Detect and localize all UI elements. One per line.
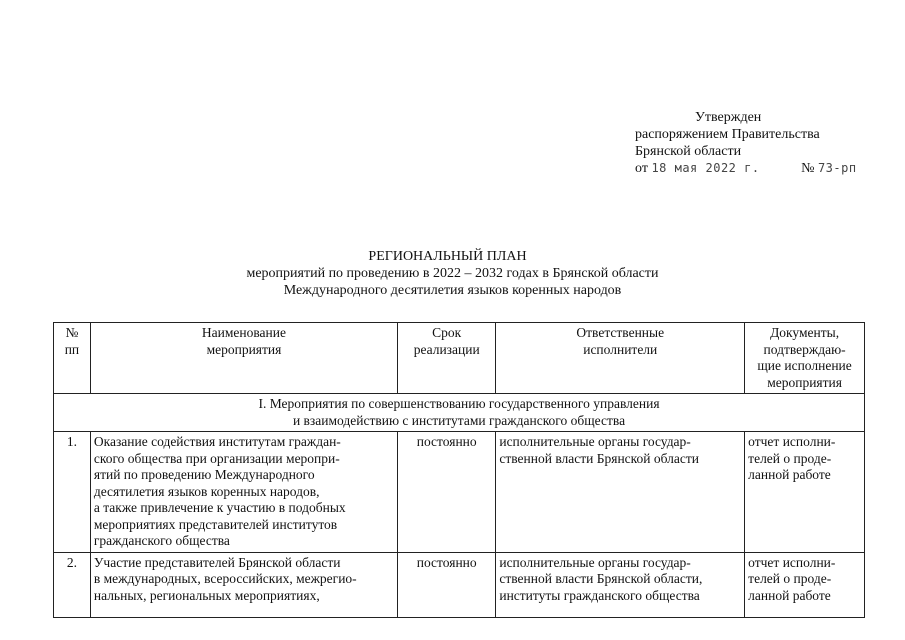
row-docs-line: телей о проде- xyxy=(748,450,832,466)
header-name xyxy=(90,323,397,394)
row-num: 1. xyxy=(54,432,91,553)
row-name-line: ятий по проведению Международного xyxy=(93,467,315,482)
section-heading xyxy=(54,394,865,432)
table-row xyxy=(54,552,865,617)
header-num-line: пп xyxy=(64,341,80,357)
document-title xyxy=(0,248,905,299)
section-row xyxy=(54,394,865,432)
row-resp xyxy=(496,432,745,553)
header-num xyxy=(54,323,91,394)
header-docs-line: щие исполнение xyxy=(757,358,852,373)
row-resp-line: исполнительные органы государ- xyxy=(499,434,691,449)
row-name-line: а также привлечение к участию в подобных xyxy=(93,500,346,515)
row-resp-line: ственной власти Брянской области, xyxy=(499,571,703,586)
row-name-line: в международных, всероссийских, межрегио- xyxy=(93,571,357,586)
row-name-line: Участие представителей Брянской области xyxy=(93,554,341,570)
row-name-line: гражданского общества xyxy=(93,533,230,548)
header-docs xyxy=(745,323,865,394)
header-resp-line: исполнители xyxy=(583,341,658,357)
row-num: 2. xyxy=(54,552,91,617)
approval-line-approved: Утвержден xyxy=(695,110,762,125)
header-term-line: Срок xyxy=(432,325,462,340)
header-name-line: Наименование xyxy=(201,325,286,340)
row-resp-line: исполнительные органы государ- xyxy=(499,554,691,570)
header-resp-line: Ответственные xyxy=(576,325,665,340)
header-docs-line: мероприятия xyxy=(767,374,842,390)
approval-number-sign: № xyxy=(801,161,815,176)
approval-date-prefix: от xyxy=(635,161,648,176)
row-name xyxy=(90,432,397,553)
row-docs-line: телей о проде- xyxy=(748,571,832,586)
row-term: постоянно xyxy=(398,552,496,617)
table-row xyxy=(54,432,865,553)
row-docs-line: отчет исполни- xyxy=(748,554,836,570)
row-resp xyxy=(496,552,745,617)
approval-number-value: 73-рп xyxy=(817,161,857,175)
row-name-line: десятилетия языков коренных народов, xyxy=(93,483,320,499)
row-name-line: нальных, региональных мероприятиях, xyxy=(93,587,320,603)
row-docs-line: отчет исполни- xyxy=(748,434,836,449)
plan-table xyxy=(53,322,865,618)
row-resp-line: институты гражданского общества xyxy=(499,587,700,603)
approval-date-line xyxy=(635,160,857,177)
row-docs xyxy=(745,432,865,553)
section-heading-line: и взаимодействию с институтами гражданского общества xyxy=(292,412,626,428)
header-resp xyxy=(496,323,745,394)
section-heading-line: I. Мероприятия по совершенствованию государственного управления xyxy=(258,396,660,411)
table-header-row xyxy=(54,323,865,394)
row-term: постоянно xyxy=(398,432,496,553)
title-line-2: мероприятий по проведению в 2022 – 2032 годах в Брянской области xyxy=(246,266,659,281)
row-name-line: мероприятиях представителей институтов xyxy=(93,516,338,532)
row-docs-line: ланной работе xyxy=(748,587,831,603)
header-term xyxy=(398,323,496,394)
row-name-line: ского общества при организации меропри- xyxy=(93,450,340,466)
header-docs-line: Документы, xyxy=(770,325,840,340)
header-docs-line: подтверждаю- xyxy=(763,341,846,357)
title-heading: РЕГИОНАЛЬНЫЙ ПЛАН xyxy=(368,249,527,264)
row-docs-line: ланной работе xyxy=(748,467,831,482)
header-num-line: № xyxy=(65,325,79,340)
approval-stamp xyxy=(635,109,857,177)
row-docs xyxy=(745,552,865,617)
approval-line-region: Брянской области xyxy=(635,144,742,159)
approval-date-value: 18 мая 2022 г. xyxy=(651,161,760,175)
row-name-line: Оказание содействия институтам граждан- xyxy=(93,434,341,449)
row-name xyxy=(90,552,397,617)
header-name-line: мероприятия xyxy=(206,341,282,357)
row-resp-line: ственной власти Брянской области xyxy=(499,450,700,466)
header-term-line: реализации xyxy=(413,341,480,357)
title-line-3: Международного десятилетия языков коренных народов xyxy=(283,283,622,298)
approval-line-order: распоряжением Правительства xyxy=(635,127,820,142)
